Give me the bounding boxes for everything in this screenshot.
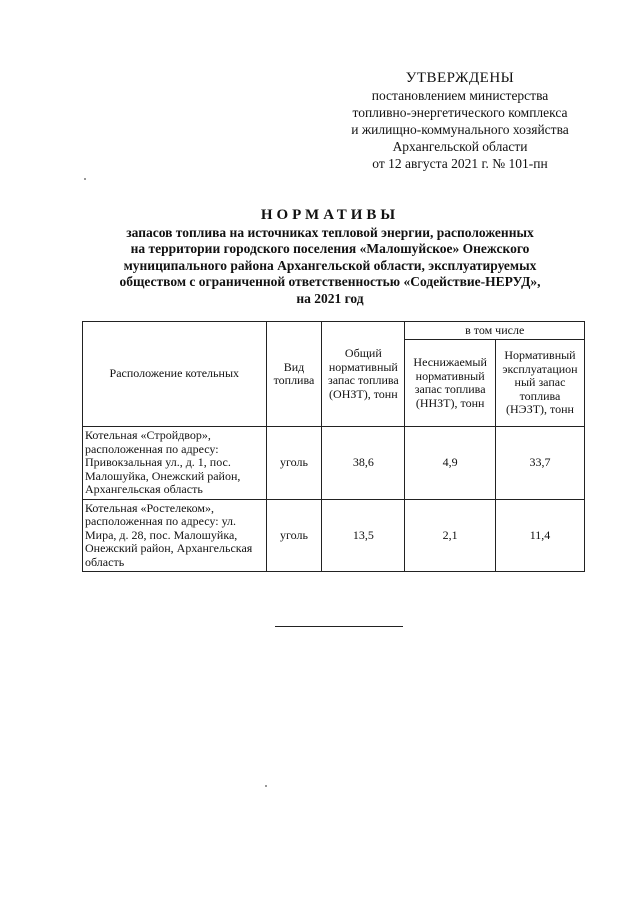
cell-fuel-type: уголь — [266, 427, 322, 500]
title-main: НОРМАТИВЫ — [260, 207, 400, 223]
table-row — [83, 427, 585, 500]
title-line: на 2021 год — [296, 290, 364, 306]
title-line: запасов топлива на источниках тепловой энергии, расположенных — [126, 224, 534, 240]
cell-nnzt: 4,9 — [405, 427, 496, 500]
scan-speck — [265, 785, 267, 787]
approval-line: от 12 августа 2021 г. № 101-пн — [372, 156, 548, 171]
header-nnzt: Неснижаемый нормативный запас топлива (ННЗТ), тонн — [405, 340, 496, 427]
header-total: Общий нормативный запас топлива (ОНЗТ), тонн — [322, 322, 405, 427]
approval-line: постановлением министерства — [371, 88, 549, 103]
header-fuel-type: Вид топлива — [266, 322, 322, 427]
title-line: на территории городского поселения «Малошуйское» Онежского — [130, 241, 530, 256]
approval-line: топливно-энергетического комплекса — [352, 105, 568, 120]
cell-nezt: 11,4 — [495, 499, 584, 572]
header-nezt: Нормативный эксплуатацион ный запас топлива (НЭЗТ), тонн — [495, 340, 584, 427]
cell-fuel-type: уголь — [266, 499, 322, 572]
cell-location: Котельная «Ростелеком», расположенная по адресу: ул. Мира, д. 28, пос. Малошуйка, Онежский район, Архангельская область — [83, 499, 267, 572]
cell-nnzt: 2,1 — [405, 499, 496, 572]
approval-heading: УТВЕРЖДЕНЫ — [405, 70, 515, 86]
cell-total: 13,5 — [322, 499, 405, 572]
approval-line: Архангельской области — [392, 139, 528, 154]
scan-speck — [84, 178, 86, 180]
fuel-reserves-table — [82, 321, 585, 572]
header-location: Расположение котельных — [83, 322, 267, 427]
cell-total: 38,6 — [322, 427, 405, 500]
table-header-row — [83, 322, 585, 340]
approval-line: и жилищно-коммунального хозяйства — [351, 122, 569, 137]
header-including: в том числе — [405, 322, 585, 340]
approval-block — [330, 70, 590, 172]
title-line: муниципального района Архангельской области, эксплуатируемых — [123, 257, 537, 273]
title-line: обществом с ограниченной ответственностью «Содействие-НЕРУД», — [119, 274, 541, 289]
closing-separator-line — [275, 626, 403, 627]
document-title — [90, 207, 570, 307]
cell-location: Котельная «Стройдвор», расположенная по адресу: Привокзальная ул., д. 1, пос. Малошуйка, Онежский район, Архангельская область — [83, 427, 267, 500]
cell-nezt: 33,7 — [495, 427, 584, 500]
table-row — [83, 499, 585, 572]
